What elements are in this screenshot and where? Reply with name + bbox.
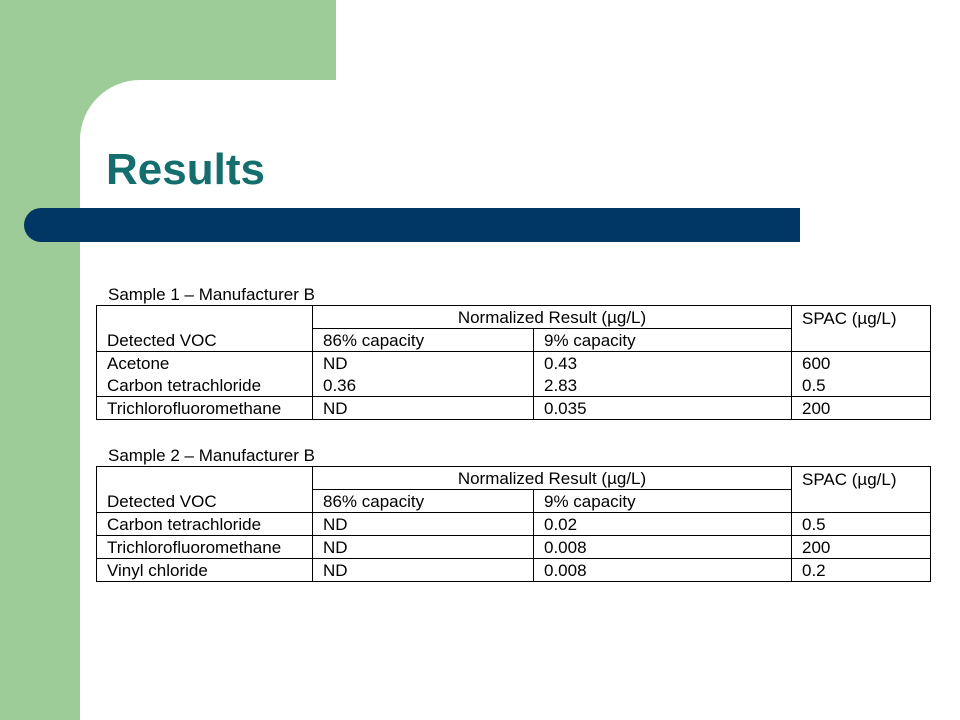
cap9-cell: 0.02 [534,513,792,536]
spac-header-blank [792,329,931,352]
table-row [97,559,931,582]
spac-cell: 0.2 [792,559,931,582]
cap9-cell: 0.43 [534,352,792,375]
spac-cell: 200 [792,397,931,420]
green-top-block [0,0,336,80]
table-subheader-row [97,490,931,513]
normalized-result-header: Normalized Result (µg/L) [313,467,792,490]
cap86-cell: ND [313,513,534,536]
voc-cell: Carbon tetrachloride [97,513,313,536]
table-row [97,513,931,536]
cap86-cell: ND [313,536,534,559]
detected-voc-header: Detected VOC [97,490,313,513]
table-row [97,397,931,420]
table-row [97,536,931,559]
voc-cell: Vinyl chloride [97,559,313,582]
table-header-row [97,306,931,329]
voc-cell: Carbon tetrachloride [97,374,313,397]
table-1-caption: Sample 1 – Manufacturer B [108,285,315,304]
spac-cell: 200 [792,536,931,559]
cap86-header: 86% capacity [313,329,534,352]
cap9-cell: 0.008 [534,559,792,582]
header-blank-cell [97,467,313,490]
table-row [97,352,931,375]
table-header-row [97,467,931,490]
cap9-header: 9% capacity [534,329,792,352]
cap86-cell: ND [313,559,534,582]
cap9-cell: 2.83 [534,374,792,397]
spac-header: SPAC (µg/L) [792,467,931,490]
green-side-strip [0,0,80,720]
cap86-cell: 0.36 [313,374,534,397]
results-table-sample-2 [96,466,931,582]
cap86-cell: ND [313,397,534,420]
title-underline-bar [24,208,800,242]
detected-voc-header: Detected VOC [97,329,313,352]
normalized-result-header: Normalized Result (µg/L) [313,306,792,329]
header-blank-cell [97,306,313,329]
cap86-header: 86% capacity [313,490,534,513]
results-table-sample-1 [96,305,931,420]
table-row [97,374,931,397]
cap9-cell: 0.008 [534,536,792,559]
spac-cell: 600 [792,352,931,375]
cap86-cell: ND [313,352,534,375]
spac-header-blank [792,490,931,513]
spac-header: SPAC (µg/L) [792,306,931,329]
voc-cell: Trichlorofluoromethane [97,397,313,420]
voc-cell: Acetone [97,352,313,375]
table-subheader-row [97,329,931,352]
slide-title: Results [106,145,265,194]
cap9-header: 9% capacity [534,490,792,513]
spac-cell: 0.5 [792,374,931,397]
voc-cell: Trichlorofluoromethane [97,536,313,559]
spac-cell: 0.5 [792,513,931,536]
cap9-cell: 0.035 [534,397,792,420]
table-2-caption: Sample 2 – Manufacturer B [108,446,315,465]
